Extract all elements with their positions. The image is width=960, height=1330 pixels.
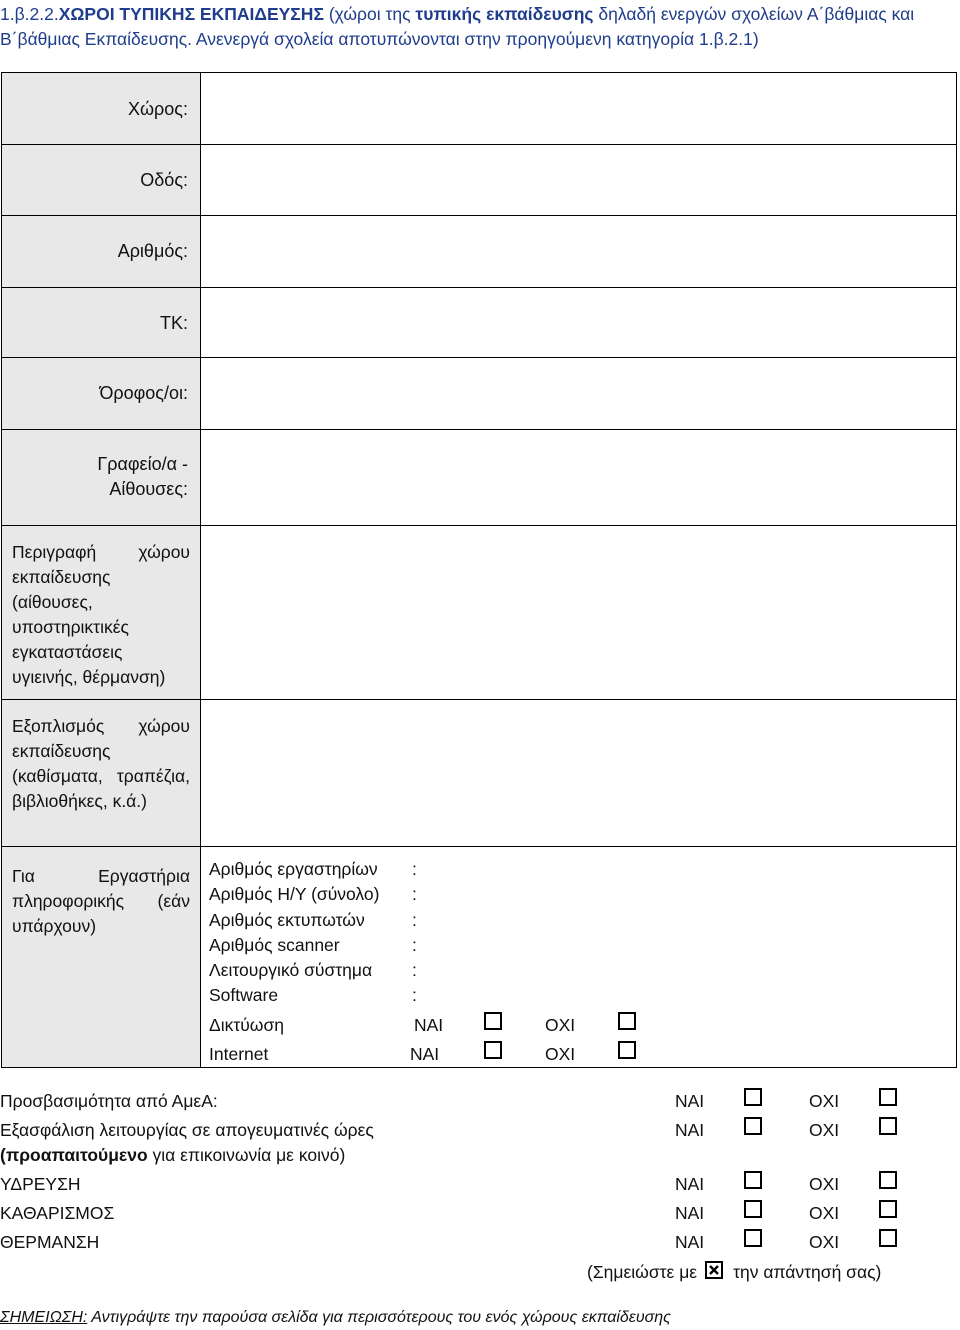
- mark-instruction-before: (Σημειώστε με: [587, 1262, 698, 1282]
- mark-instruction: [587, 1260, 881, 1285]
- cleaning-yes-checkbox[interactable]: [744, 1200, 762, 1218]
- afternoon-no-label: ΟΧΙ: [809, 1120, 840, 1140]
- networking-row: [209, 1009, 956, 1038]
- internet-yes-checkbox[interactable]: [484, 1041, 502, 1059]
- floors-label: Όροφος/οι:: [99, 383, 188, 403]
- internet-label: Internet: [209, 1043, 269, 1064]
- afternoon-yes-checkbox[interactable]: [744, 1117, 762, 1135]
- afternoon-no-checkbox[interactable]: [879, 1117, 897, 1135]
- section-heading: [0, 2, 958, 52]
- labs-label-cell: [2, 847, 201, 1068]
- networking-yes-label: ΝΑΙ: [414, 1014, 444, 1035]
- afternoon-yes-label: ΝΑΙ: [675, 1120, 705, 1140]
- accessibility-no-label: ΟΧΙ: [809, 1091, 840, 1111]
- cleaning-no-checkbox[interactable]: [879, 1200, 897, 1218]
- equipment-input[interactable]: [201, 700, 957, 847]
- street-label: Οδός:: [140, 170, 188, 190]
- footer-note-label: ΣΗΜΕΙΩΣΗ:: [0, 1309, 88, 1326]
- number-label-cell: [2, 216, 201, 288]
- internet-no-checkbox[interactable]: [618, 1041, 636, 1059]
- mark-instruction-after: την απάντησή σας): [733, 1262, 882, 1282]
- networking-no-checkbox[interactable]: [618, 1012, 636, 1030]
- afternoon-label: Εξασφάλιση λειτουργίας σε απογευματινές ώρες: [0, 1120, 374, 1140]
- cleaning-label: ΚΑΘΑΡΙΣΜΟΣ: [0, 1203, 115, 1223]
- section-paren-bold: τυπικής εκπαίδευσης: [415, 4, 594, 24]
- accessibility-label: Προσβασιμότητα από ΑμεΑ:: [0, 1091, 218, 1111]
- offices-input[interactable]: [201, 430, 957, 526]
- internet-no-label: ΟΧΙ: [545, 1043, 576, 1064]
- description-label-cell: [2, 526, 201, 700]
- pcs-count-label: Αριθμός Η/Υ (σύνολο): [209, 884, 380, 905]
- accessibility-yes-checkbox[interactable]: [744, 1088, 762, 1106]
- scanners-count-label: Αριθμός scanner: [209, 934, 340, 955]
- street-label-cell: [2, 145, 201, 216]
- printers-count-label: Αριθμός εκτυπωτών: [209, 909, 365, 930]
- description-label: Περιγραφή χώρου εκπαίδευσης (αίθουσες, υποστηρικτικές εγκαταστάσεις υγιεινής, θέρμανση): [12, 542, 190, 687]
- space-form-table: [1, 72, 957, 1068]
- heating-label: ΘΕΡΜΑΝΣΗ: [0, 1232, 100, 1252]
- colon: :: [412, 960, 417, 981]
- labs-count-label: Αριθμός εργαστηρίων: [209, 859, 378, 879]
- internet-row: [209, 1038, 956, 1067]
- space-input[interactable]: [201, 73, 957, 145]
- labs-label: Για Εργαστήρια πληροφορικής (εάν υπάρχουν): [12, 866, 190, 936]
- postcode-label-cell: [2, 288, 201, 358]
- equipment-label: Εξοπλισμός χώρου εκπαίδευσης (καθίσματα, τραπέζια, βιβλιοθήκες, κ.ά.): [12, 716, 190, 811]
- floors-label-cell: [2, 358, 201, 430]
- heating-yes-checkbox[interactable]: [744, 1229, 762, 1247]
- accessibility-yes-label: ΝΑΙ: [675, 1091, 705, 1111]
- afternoon-note-rest: για επικοινωνία με κοινό): [147, 1145, 346, 1165]
- scanners-count-row[interactable]: [209, 933, 956, 958]
- footer-note: [0, 1306, 671, 1330]
- cleaning-no-label: ΟΧΙ: [809, 1203, 840, 1223]
- labs-count-row[interactable]: [209, 857, 956, 882]
- networking-no-label: ΟΧΙ: [545, 1014, 576, 1035]
- colon: :: [412, 859, 417, 879]
- equipment-label-cell: [2, 700, 201, 847]
- accessibility-no-checkbox[interactable]: [879, 1088, 897, 1106]
- networking-yes-checkbox[interactable]: [484, 1012, 502, 1030]
- software-label: Software: [209, 985, 279, 1006]
- water-yes-checkbox[interactable]: [744, 1171, 762, 1189]
- description-input[interactable]: [201, 526, 957, 700]
- networking-label: Δικτύωση: [209, 1014, 285, 1035]
- postcode-label: ΤΚ:: [159, 313, 188, 333]
- number-input[interactable]: [201, 216, 957, 288]
- colon: :: [412, 934, 417, 955]
- space-label: Χώρος:: [128, 99, 188, 119]
- afternoon-note-bold: (προαπαιτούμενο: [0, 1145, 148, 1165]
- cleaning-yes-label: ΝΑΙ: [675, 1203, 705, 1223]
- water-no-checkbox[interactable]: [879, 1171, 897, 1189]
- offices-label-line1: Γραφείο/α -: [97, 454, 188, 474]
- heating-no-checkbox[interactable]: [879, 1229, 897, 1247]
- offices-label-line2: Αίθουσες:: [109, 479, 188, 499]
- software-row[interactable]: [209, 983, 956, 1008]
- pcs-count-row[interactable]: [209, 882, 956, 907]
- postcode-input[interactable]: [201, 288, 957, 358]
- colon: :: [412, 884, 417, 905]
- heating-no-label: ΟΧΙ: [809, 1232, 840, 1252]
- section-title: ΧΩΡΟΙ ΤΥΠΙΚΗΣ ΕΚΠΑΙΔΕΥΣΗΣ: [58, 4, 324, 24]
- heating-yes-label: ΝΑΙ: [675, 1232, 705, 1252]
- street-input[interactable]: [201, 145, 957, 216]
- section-rest: δηλαδή ενεργών σχολείων Α΄βάθμιας και Β΄βάθμιας Εκπαίδευσης. Ανενεργά σχολεία αποτυπώνονται στην προηγούμενη κατηγορία 1.β.2.1): [0, 4, 915, 49]
- os-row[interactable]: [209, 958, 956, 983]
- number-label: Αριθμός:: [117, 241, 188, 261]
- section-number: 1.β.2.2.: [0, 4, 59, 24]
- labs-details-cell: [201, 847, 957, 1068]
- internet-yes-label: ΝΑΙ: [410, 1043, 440, 1064]
- checked-box-icon: [705, 1261, 723, 1279]
- water-label: ΥΔΡΕΥΣΗ: [0, 1174, 81, 1194]
- water-no-label: ΟΧΙ: [809, 1174, 840, 1194]
- footer-note-text: Αντιγράψτε την παρούσα σελίδα για περισσότερους του ενός χώρους εκπαίδευσης: [87, 1309, 671, 1326]
- water-yes-label: ΝΑΙ: [675, 1174, 705, 1194]
- section-paren-open: (χώροι της: [323, 4, 416, 24]
- colon: :: [412, 909, 417, 930]
- printers-count-row[interactable]: [209, 908, 956, 933]
- space-label-cell: [2, 73, 201, 145]
- offices-label-cell: [2, 430, 201, 526]
- labs-details: [201, 847, 956, 1067]
- os-label: Λειτουργικό σύστημα: [209, 960, 373, 981]
- colon: :: [412, 985, 417, 1006]
- floors-input[interactable]: [201, 358, 957, 430]
